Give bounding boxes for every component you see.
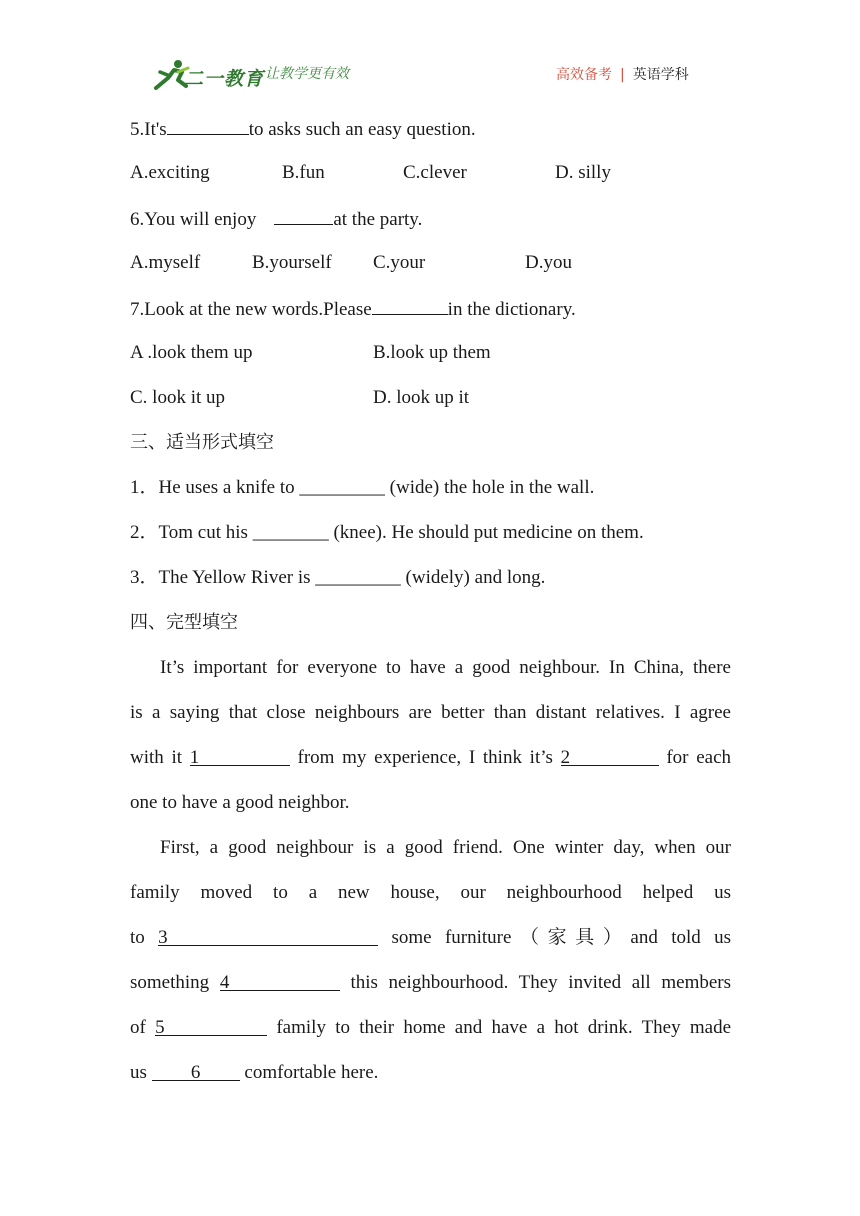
p1-l3-c: for each [666, 747, 732, 768]
s3-item-3-suffix: (widely) and long. [405, 567, 546, 588]
s3-item-3-prefix: 3．The Yellow River is [130, 567, 311, 588]
q6-stem-end: at the party. [333, 209, 423, 230]
q7-option-d: D. look up it [373, 387, 470, 408]
q5-option-d: D. silly [555, 162, 611, 183]
q6-stem-start: 6.You will enjoy [130, 209, 257, 230]
s3-item-3-blank: _________ [315, 567, 401, 588]
section-4-title: 四、完型填空 [130, 612, 238, 633]
blank-2: 2 [561, 747, 659, 766]
s3-item-1-suffix: (wide) the hole in the wall. [389, 477, 595, 498]
p2-l6-b: comfortable here. [244, 1062, 379, 1083]
p1-line-2: is a saying that close neighbours are better than distant relatives. I agree [130, 702, 731, 723]
p1-line-1: It’s important for everyone to have a good neighbour. In China, there [160, 657, 731, 678]
header-slogan: 让教学更有效 [265, 66, 349, 82]
q6-blank [274, 206, 333, 225]
blank-6: 6 [152, 1062, 240, 1081]
s3-item-2-blank: ________ [252, 522, 329, 543]
q7-stem-end: in the dictionary. [447, 299, 576, 320]
question-6-stem [130, 206, 422, 232]
q6-option-d: D.you [525, 252, 572, 273]
header-subject-label: 英语学科 [632, 67, 689, 83]
s3-item-1-prefix: 1．He uses a knife to [130, 477, 295, 498]
p2-l6-a: us [130, 1062, 147, 1083]
p2-line-3 [130, 926, 731, 950]
s3-item-1 [130, 476, 594, 500]
header-separator: | [620, 67, 625, 83]
q7-option-b: B.look up them [373, 342, 491, 363]
p2-line-4 [130, 971, 731, 995]
p2-l3-a: to [130, 927, 145, 948]
logo-text: 二一教育 [184, 68, 265, 90]
p2-line-2: family moved to a new house, our neighbourhood helped us [130, 882, 731, 903]
p2-l4-a: something [130, 972, 210, 993]
q5-option-a: A.exciting [130, 162, 210, 183]
s3-item-1-blank: _________ [299, 477, 385, 498]
header-subject [556, 64, 689, 84]
p2-l5-a: of [130, 1017, 146, 1038]
blank-4: 4 [220, 972, 340, 991]
p1-line-3 [130, 746, 731, 770]
blank-1: 1 [190, 747, 290, 766]
p2-l4-b: this neighbourhood. They invited all members [350, 972, 731, 993]
s3-item-2 [130, 521, 644, 545]
header-tag: 高效备考 [556, 67, 612, 83]
q7-stem-start: 7.Look at the new words.Please [130, 299, 372, 320]
p1-l3-b: from my experience, I think it’s [297, 747, 553, 768]
q5-stem-start: 5.It's [130, 119, 167, 140]
p2-l3-b: some furniture（家具）and told us [391, 927, 732, 948]
q7-option-c: C. look it up [130, 387, 226, 408]
page-header [0, 0, 860, 100]
q5-stem-end: to asks such an easy question. [248, 119, 476, 140]
p2-l5-b: family to their home and have a hot drink. They made [276, 1017, 732, 1038]
p2-line-1: First, a good neighbour is a good friend. One winter day, when our [160, 837, 731, 858]
p1-line-4: one to have a good neighbor. [130, 792, 350, 813]
q6-option-c: C.your [373, 252, 426, 273]
blank-5: 5 [155, 1017, 267, 1036]
q5-blank [167, 116, 249, 135]
p1-l3-a: with it [130, 747, 183, 768]
question-7-stem [130, 296, 576, 322]
s3-item-2-prefix: 2．Tom cut his [130, 522, 248, 543]
q5-option-b: B.fun [282, 162, 325, 183]
s3-item-3 [130, 566, 545, 590]
question-5-stem [130, 116, 476, 142]
s3-item-2-suffix: (knee). He should put medicine on them. [333, 522, 644, 543]
p2-line-5 [130, 1016, 731, 1040]
q5-option-c: C.clever [403, 162, 467, 183]
q6-option-b: B.yourself [252, 252, 332, 273]
blank-3: 3 [158, 927, 378, 946]
section-3-title: 三、适当形式填空 [130, 432, 274, 453]
q7-blank [372, 296, 448, 315]
q6-option-a: A.myself [130, 252, 201, 273]
p2-line-6 [130, 1061, 378, 1085]
q7-option-a: A .look them up [130, 342, 253, 363]
